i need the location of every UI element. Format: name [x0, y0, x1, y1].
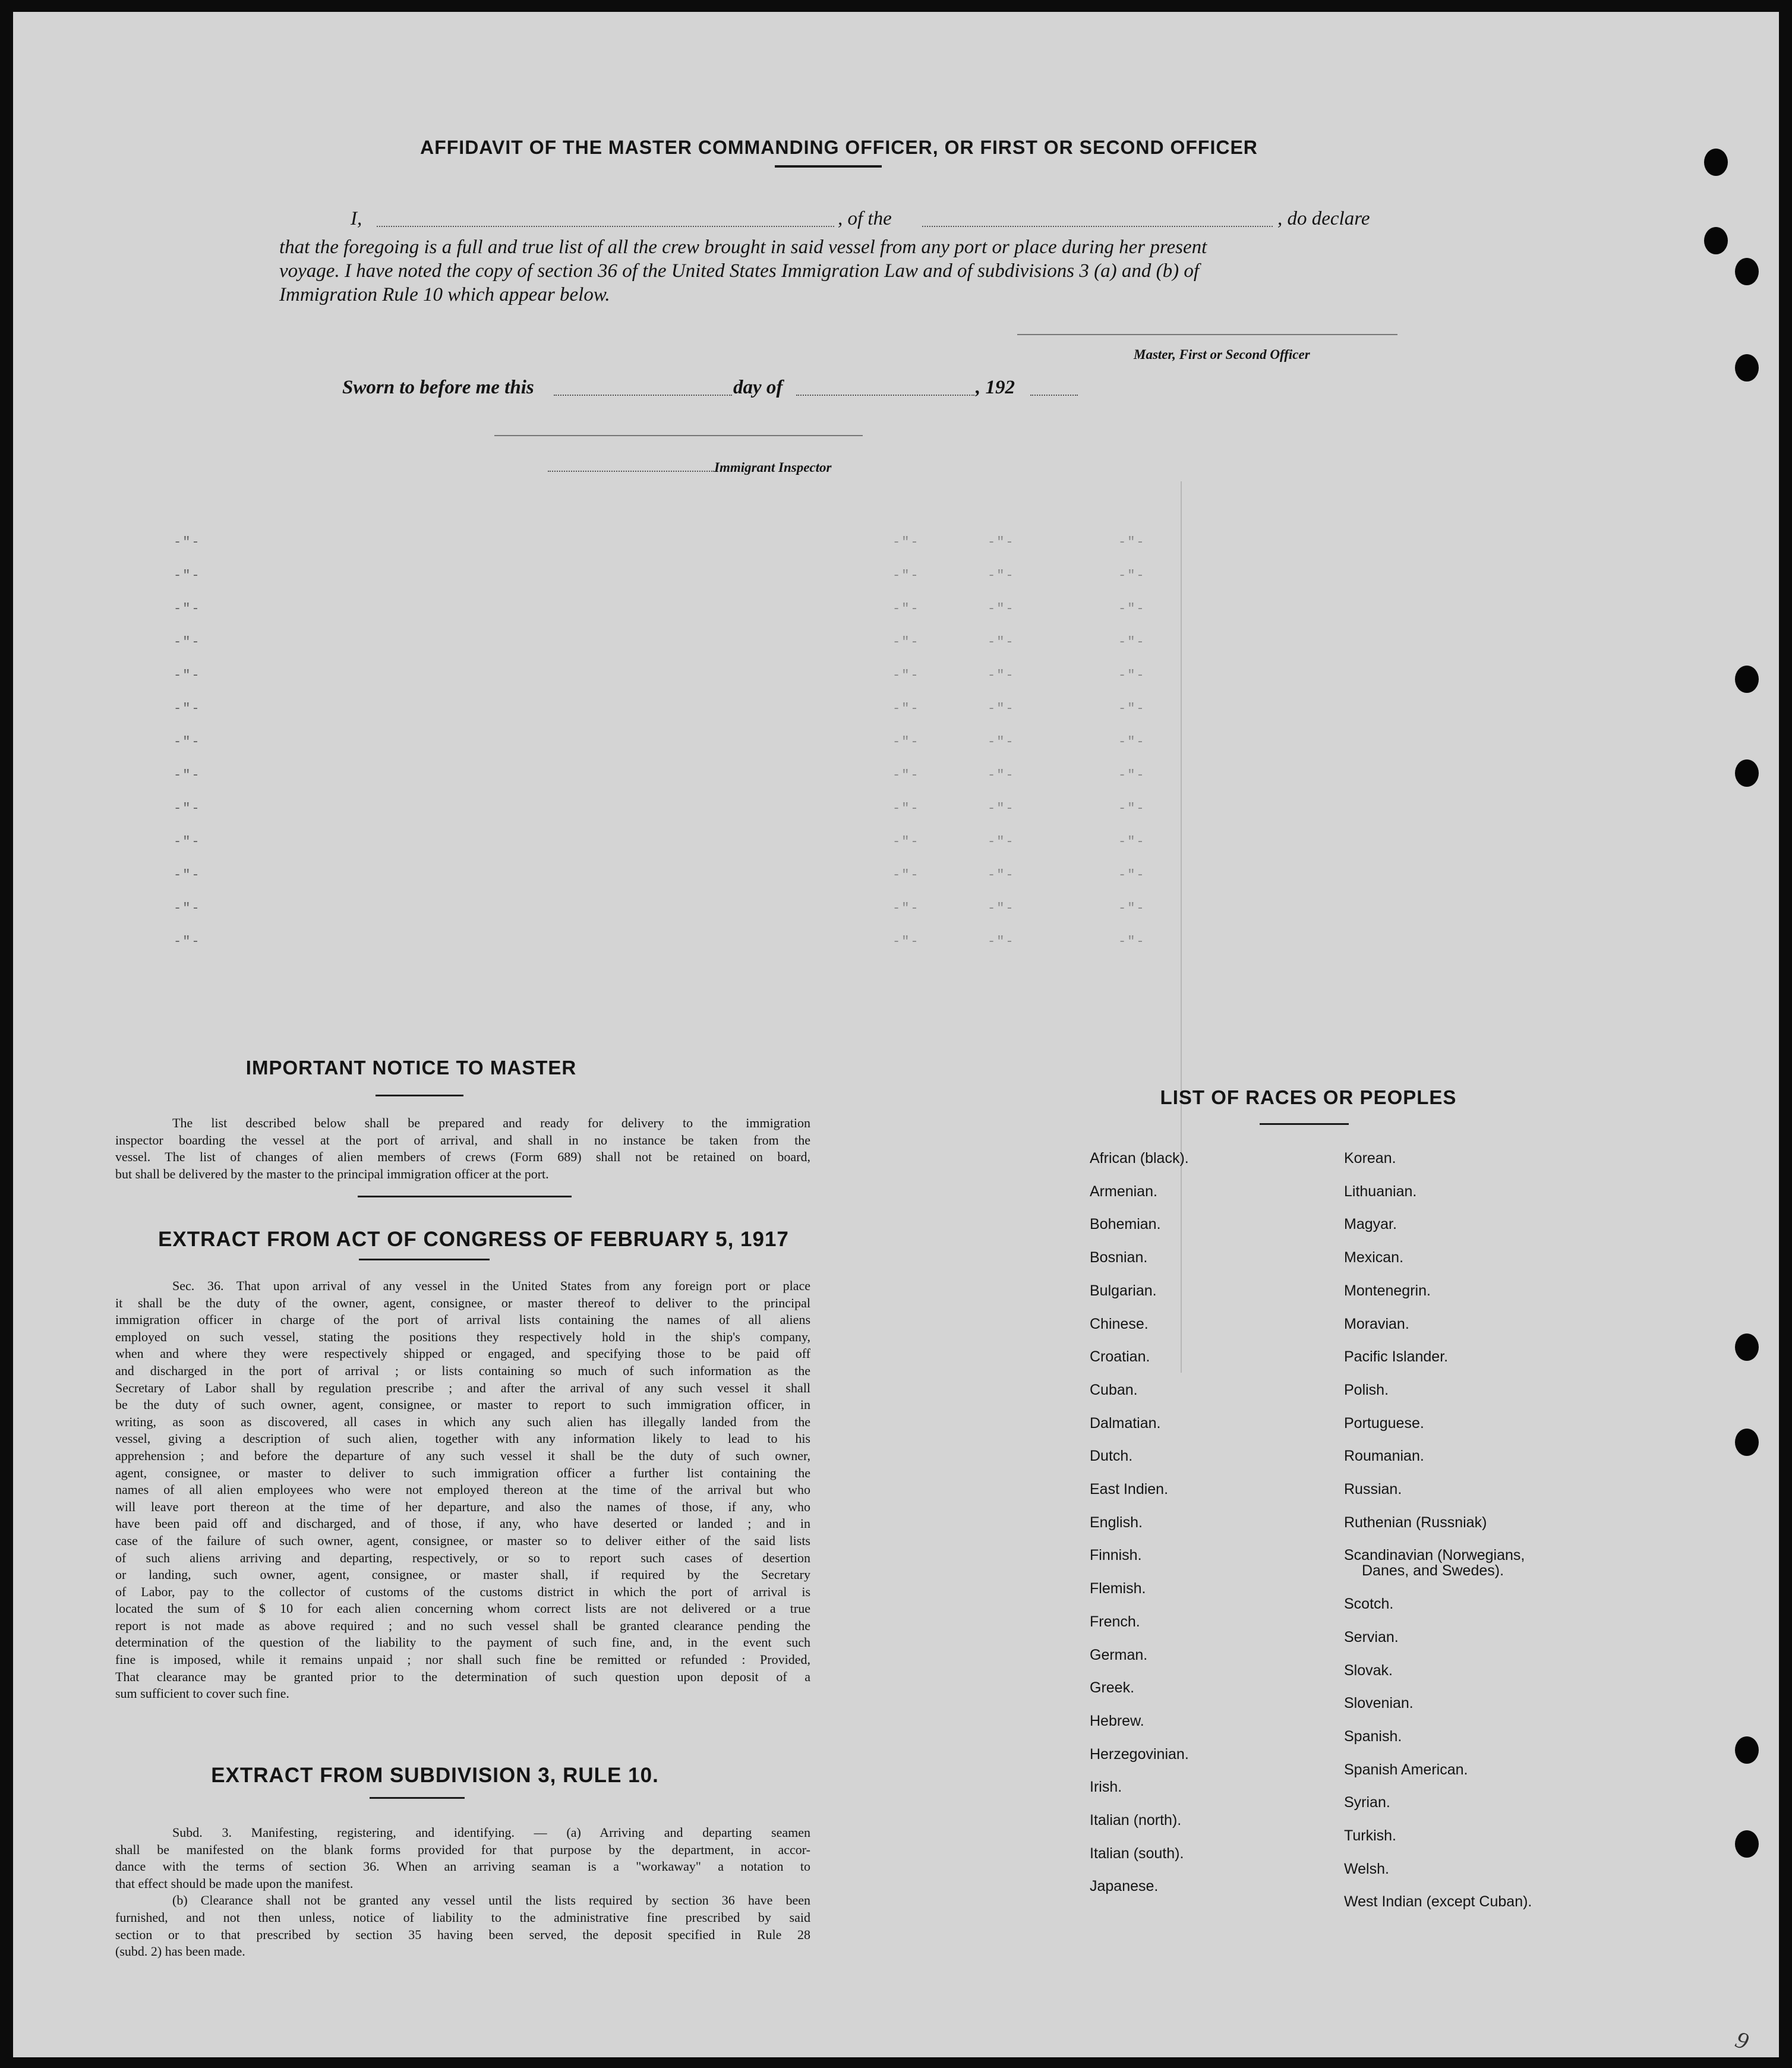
inspector-caption: Immigrant Inspector	[714, 460, 832, 475]
race-item: Korean.	[1344, 1150, 1396, 1167]
race-item: Dalmatian.	[1090, 1414, 1161, 1432]
act-extract-line: names of all alien employees who were not employed thereon at the time of the arrival but who	[115, 1482, 810, 1498]
punch-hole-4	[1735, 354, 1759, 382]
rule-extract-line: dance with the terms of section 36. When an arriving seaman is a "workaway" a notation to	[115, 1859, 810, 1874]
master-signature-line[interactable]	[1017, 334, 1397, 335]
ditto-mark: -"-	[988, 868, 1015, 882]
declare-of: , of the	[838, 208, 892, 229]
race-item: Moravian.	[1344, 1315, 1409, 1332]
punch-hole-1	[1704, 149, 1728, 176]
act-extract-line: have been paid off and discharged, and of those, if any, who have deserted or landed ; and in	[115, 1516, 810, 1531]
ditto-mark: -"-	[1118, 934, 1146, 949]
ditto-mark: -"-	[988, 734, 1015, 749]
sworn-month-field[interactable]	[796, 395, 974, 396]
punch-hole-6	[1735, 759, 1759, 787]
rule-extract-body	[115, 1824, 810, 1960]
act-extract-line: of such aliens arriving and departing, respectively, or so to report such cases of desertion	[115, 1550, 810, 1565]
race-item: Scandinavian (Norwegians,	[1344, 1547, 1525, 1564]
punch-hole-5	[1735, 666, 1759, 693]
punch-hole-3	[1735, 258, 1759, 285]
races-title: LIST OF RACES OR PEOPLES	[1160, 1086, 1457, 1108]
punch-hole-7	[1735, 1334, 1759, 1361]
ditto-mark: -"-	[173, 901, 201, 916]
race-item: Polish.	[1344, 1381, 1389, 1398]
ditto-mark: -"-	[988, 535, 1015, 550]
declare-i: I,	[351, 208, 362, 229]
ditto-mark: -"-	[173, 868, 201, 882]
ditto-mark: -"-	[988, 601, 1015, 616]
rule-extract-line: section or to that prescribed by section 35 having been served, the deposit specified in Rule 28	[115, 1927, 810, 1942]
race-item: Turkish.	[1344, 1827, 1396, 1844]
ditto-mark: -"-	[173, 734, 201, 749]
ditto-mark: -"-	[988, 768, 1015, 783]
sworn-year-field[interactable]	[1030, 395, 1078, 396]
act-extract-line: located the sum of $ 10 for each alien concerning whom correct lists are not delivered or a true	[115, 1601, 810, 1616]
act-extract-line: when and where they were respectively shipped or engaged, and specifying those to be paid off	[115, 1346, 810, 1361]
race-item: Hebrew.	[1090, 1712, 1144, 1729]
act-extract-body	[115, 1278, 810, 1703]
notice-end-rule	[358, 1196, 572, 1197]
act-extract-line: determination of the question of the liability to the payment of such fine, and, in the event such	[115, 1635, 810, 1650]
race-item: Spanish American.	[1344, 1761, 1468, 1778]
race-item: African (black).	[1090, 1150, 1189, 1167]
ditto-mark: -"-	[1118, 668, 1146, 683]
ditto-mark: -"-	[892, 535, 920, 550]
vessel-name-field[interactable]	[922, 226, 1273, 227]
ditto-mark: -"-	[892, 568, 920, 583]
act-extract-line: and discharged in the port of arrival ; or lists containing so much of such information as the	[115, 1363, 810, 1378]
act-extract-line: will leave port thereon at the time of her departure, and also the names of those, if any, who	[115, 1499, 810, 1514]
rule-extract-line: Subd. 3. Manifesting, registering, and identifying. — (a) Arriving and departing seamen	[172, 1825, 810, 1840]
punch-hole-10	[1735, 1830, 1759, 1858]
ditto-mark: -"-	[892, 701, 920, 716]
ditto-mark: -"-	[173, 834, 201, 849]
sworn-year-label: , 192	[976, 377, 1015, 398]
affidavit-body-line-1: that the foregoing is a full and true list of all the crew brought in said vessel from any port or place during her present	[279, 237, 1207, 258]
affidavit-body-line-3: Immigration Rule 10 which appear below.	[279, 284, 610, 305]
race-item: Cuban.	[1090, 1381, 1138, 1398]
race-item: Lithuanian.	[1344, 1183, 1417, 1200]
act-extract-title-rule	[359, 1259, 490, 1260]
ditto-mark: -"-	[892, 834, 920, 849]
race-item: French.	[1090, 1613, 1140, 1630]
ditto-mark: -"-	[988, 635, 1015, 650]
races-title-rule	[1260, 1123, 1349, 1125]
act-extract-line: writing, as soon as discovered, all cases in which any such alien has illegally landed from the	[115, 1414, 810, 1429]
act-extract-line: of Labor, pay to the collector of customs of the customs district in which the port of arrival is	[115, 1584, 810, 1599]
race-item: Scotch.	[1344, 1596, 1394, 1613]
ditto-mark: -"-	[988, 801, 1015, 816]
ditto-mark: -"-	[1118, 734, 1146, 749]
notice-line: but shall be delivered by the master to the principal immigration officer at the port.	[115, 1166, 549, 1181]
race-item: Servian.	[1344, 1628, 1399, 1645]
form-sheet	[13, 12, 1779, 2057]
race-item: Flemish.	[1090, 1580, 1146, 1597]
ditto-mark: -"-	[1118, 601, 1146, 616]
race-item: Montenegrin.	[1344, 1282, 1431, 1299]
rule-extract-line: shall be manifested on the blank forms provided for that purpose by the department, in accor-	[115, 1842, 810, 1857]
punch-hole-8	[1735, 1429, 1759, 1456]
act-extract-title: EXTRACT FROM ACT OF CONGRESS OF FEBRUARY 5, 1917	[158, 1228, 789, 1251]
act-extract-line: or landing, such owner, agent, consignee, or master shall, if required by the Secretary	[115, 1567, 810, 1582]
race-item: Roumanian.	[1344, 1448, 1424, 1465]
race-item: Chinese.	[1090, 1315, 1149, 1332]
rule-extract-line: (b) Clearance shall not be granted any vessel until the lists required by section 36 have been	[172, 1893, 810, 1908]
race-item: Armenian.	[1090, 1183, 1157, 1200]
notice-line: inspector boarding the vessel at the port of arrival, and shall in no instance be taken from the	[115, 1132, 810, 1148]
act-extract-line: employed on such vessel, stating the positions they respectively hold in the ship's company,	[115, 1329, 810, 1344]
act-extract-line: apprehension ; and before the departure of any such vessel it shall be the duty of such owner,	[115, 1448, 810, 1463]
race-item: Danes, and Swedes).	[1362, 1562, 1504, 1580]
ditto-mark: -"-	[892, 635, 920, 650]
ditto-mark: -"-	[988, 901, 1015, 916]
sworn-day-field[interactable]	[554, 395, 732, 396]
race-item: Finnish.	[1090, 1547, 1142, 1564]
ditto-mark: -"-	[173, 668, 201, 683]
race-item: Magyar.	[1344, 1216, 1397, 1233]
notice-title: IMPORTANT NOTICE TO MASTER	[245, 1057, 577, 1079]
bleed-through-divider	[1181, 481, 1182, 1373]
race-item: East Indien.	[1090, 1481, 1169, 1498]
sworn-day-label: day of	[733, 377, 783, 398]
ditto-mark: -"-	[1118, 768, 1146, 783]
rule-extract-line: (subd. 2) has been made.	[115, 1944, 245, 1959]
race-item: Japanese.	[1090, 1878, 1159, 1895]
ditto-mark: -"-	[173, 701, 201, 716]
rule-extract-title-rule	[370, 1797, 465, 1799]
ditto-mark: -"-	[892, 934, 920, 949]
ditto-mark: -"-	[892, 668, 920, 683]
race-item: Russian.	[1344, 1481, 1402, 1498]
notice-line: vessel. The list of changes of alien members of crews (Form 689) shall not be retained on board,	[115, 1149, 810, 1164]
race-item: Croatian.	[1090, 1348, 1150, 1366]
affidavit-title: AFFIDAVIT OF THE MASTER COMMANDING OFFICER, OR FIRST OR SECOND OFFICER	[420, 137, 1258, 158]
ditto-mark: -"-	[892, 768, 920, 783]
ditto-mark: -"-	[1118, 535, 1146, 550]
ditto-mark: -"-	[1118, 801, 1146, 816]
sworn-prefix: Sworn to before me this	[342, 377, 534, 398]
ditto-mark: -"-	[892, 801, 920, 816]
act-extract-line: Secretary of Labor shall by regulation prescribe ; and after the arrival of any such vessel it shall	[115, 1380, 810, 1395]
race-item: Italian (north).	[1090, 1812, 1182, 1829]
rule-extract-title: EXTRACT FROM SUBDIVISION 3, RULE 10.	[211, 1764, 659, 1787]
race-item: Italian (south).	[1090, 1845, 1184, 1862]
affidavit-body-line-2: voyage. I have noted the copy of section 36 of the United States Immigration Law and of subdivisions 3 (a) and (b) of	[279, 260, 1200, 282]
race-item: Pacific Islander.	[1344, 1348, 1449, 1366]
race-item: Welsh.	[1344, 1860, 1389, 1877]
rule-extract-line: furnished, and not then unless, notice of liability to the administrative fine prescribed by said	[115, 1909, 810, 1925]
race-item: Ruthenian (Russniak)	[1344, 1514, 1487, 1531]
ditto-mark: -"-	[173, 535, 201, 550]
ditto-mark: -"-	[173, 601, 201, 616]
race-item: Slovak.	[1344, 1662, 1393, 1679]
ditto-mark: -"-	[988, 668, 1015, 683]
inspector-signature-line-1[interactable]	[494, 435, 863, 436]
affidavit-title-rule	[775, 165, 882, 168]
ditto-mark: -"-	[892, 734, 920, 749]
ditto-mark: -"-	[173, 768, 201, 783]
race-item: Portuguese.	[1344, 1414, 1424, 1432]
rule-extract-line: that effect should be made upon the manifest.	[115, 1875, 354, 1891]
ditto-mark: -"-	[1118, 701, 1146, 716]
ditto-mark: -"-	[892, 901, 920, 916]
act-extract-line: sum sufficient to cover such fine.	[115, 1686, 289, 1701]
race-item: German.	[1090, 1646, 1148, 1663]
notice-body	[115, 1115, 810, 1183]
race-item: Bohemian.	[1090, 1216, 1161, 1233]
ditto-mark: -"-	[173, 801, 201, 816]
punch-hole-9	[1735, 1736, 1759, 1764]
race-item: Spanish.	[1344, 1727, 1402, 1745]
act-extract-line: be the duty of such owner, agent, consignee, or master to report to such immigration officer, in	[115, 1397, 810, 1413]
ditto-mark: -"-	[892, 868, 920, 882]
act-extract-line: fine is imposed, while it remains unpaid ; nor shall such fine be remitted or refunded : Provided,	[115, 1652, 810, 1667]
race-item: Mexican.	[1344, 1249, 1404, 1266]
race-item: Irish.	[1090, 1779, 1122, 1796]
margin-mark: 9	[1731, 2025, 1753, 2056]
race-item: Syrian.	[1344, 1794, 1390, 1811]
act-extract-line: agent, consignee, or master to deliver to such immigration officer a further list containing the	[115, 1465, 810, 1480]
act-extract-line: it shall be the duty of the owner, agent, consignee, or master thereof to deliver to the principal	[115, 1295, 810, 1310]
declare-end: , do declare	[1277, 208, 1370, 229]
race-item: Slovenian.	[1344, 1695, 1414, 1712]
ditto-mark: -"-	[1118, 834, 1146, 849]
act-extract-line: case of the failure of such owner, agent, consignee, or master so to deliver either of the said lists	[115, 1533, 810, 1548]
act-extract-line: immigration officer in charge of the port of arrival lists containing the names of all aliens	[115, 1312, 810, 1328]
ditto-mark: -"-	[1118, 635, 1146, 650]
ditto-mark: -"-	[1118, 901, 1146, 916]
race-item: English.	[1090, 1514, 1143, 1531]
ditto-mark: -"-	[173, 635, 201, 650]
ditto-mark: -"-	[173, 934, 201, 949]
race-item: Dutch.	[1090, 1448, 1133, 1465]
ditto-mark: -"-	[988, 568, 1015, 583]
ditto-mark: -"-	[1118, 568, 1146, 583]
ditto-mark: -"-	[173, 568, 201, 583]
race-item: Bulgarian.	[1090, 1282, 1157, 1299]
race-item: Bosnian.	[1090, 1249, 1148, 1266]
act-extract-line: Sec. 36. That upon arrival of any vessel in the United States from any foreign port or place	[172, 1278, 810, 1293]
ditto-mark: -"-	[988, 701, 1015, 716]
ditto-mark: -"-	[988, 834, 1015, 849]
act-extract-line: That clearance may be granted prior to the determination of such question upon deposit of a	[115, 1669, 810, 1684]
inspector-signature-line-2[interactable]	[548, 471, 714, 472]
master-signature-caption: Master, First or Second Officer	[1134, 347, 1310, 362]
ditto-mark: -"-	[988, 934, 1015, 949]
notice-title-rule	[376, 1095, 463, 1096]
notice-line: The list described below shall be prepared and ready for delivery to the immigration	[172, 1115, 810, 1130]
race-item: Greek.	[1090, 1679, 1135, 1697]
act-extract-line: vessel, giving a description of such alien, together with any information likely to lead to his	[115, 1431, 810, 1446]
ditto-mark: -"-	[1118, 868, 1146, 882]
race-item: Herzegovinian.	[1090, 1745, 1189, 1763]
punch-hole-2	[1704, 227, 1728, 254]
declarant-name-field[interactable]	[377, 226, 834, 227]
act-extract-line: report is not made as above required ; and no such vessel shall be granted clearance pending the	[115, 1618, 810, 1633]
ditto-mark: -"-	[892, 601, 920, 616]
race-item: West Indian (except Cuban).	[1344, 1893, 1532, 1911]
